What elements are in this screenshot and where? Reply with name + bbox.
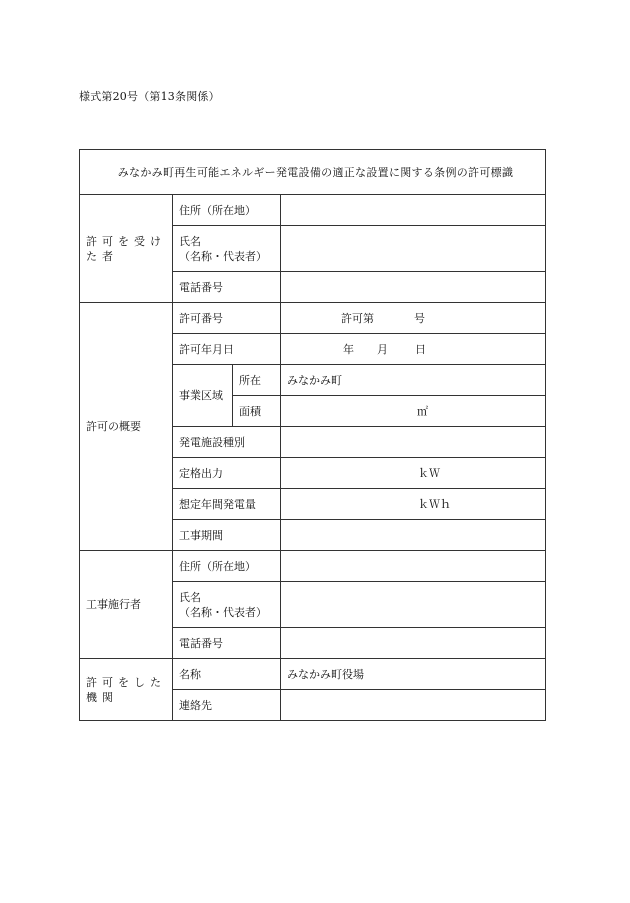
construction-period-label: 工事期間	[173, 520, 281, 551]
facility-type-value[interactable]	[281, 427, 546, 458]
date-day-unit: 日	[415, 343, 426, 356]
contractor-address-value[interactable]	[281, 551, 546, 582]
permittee-phone-label: 電話番号	[173, 272, 281, 303]
permittee-name-value[interactable]	[281, 226, 546, 272]
permittee-name-line1: 氏名	[179, 234, 201, 248]
permittee-section-label: 許可を受けた者	[80, 195, 173, 303]
contractor-name-value[interactable]	[281, 582, 546, 628]
business-area-label: 事業区域	[173, 365, 233, 427]
authority-section-label: 許可をした機関	[80, 659, 173, 721]
authority-name-value[interactable]: みなかみ町役場	[281, 659, 546, 690]
location-label: 所在	[233, 365, 281, 396]
permittee-address-label: 住所（所在地）	[173, 195, 281, 226]
permit-sign-table	[79, 149, 546, 721]
permittee-address-value[interactable]	[281, 195, 546, 226]
permit-date-label: 許可年月日	[173, 334, 281, 365]
permit-number-suffix: 号	[414, 312, 425, 325]
size-label: 面積	[233, 396, 281, 427]
permit-number-prefix: 許可第	[341, 312, 374, 325]
size-value[interactable]	[281, 396, 546, 427]
size-unit: ㎡	[417, 405, 428, 418]
contractor-name-line2: （名称・代表者）	[179, 605, 267, 619]
permit-date-value[interactable]	[281, 334, 546, 365]
rated-output-value[interactable]	[281, 458, 546, 489]
contractor-section-label: 工事施行者	[80, 551, 173, 659]
contractor-name-line1: 氏名	[179, 590, 201, 604]
facility-type-label: 発電施設種別	[173, 427, 281, 458]
permit-number-label: 許可番号	[173, 303, 281, 334]
permittee-phone-value[interactable]	[281, 272, 546, 303]
permittee-name-line2: （名称・代表者）	[179, 249, 267, 263]
date-year-unit: 年	[343, 343, 354, 356]
location-value[interactable]: みなかみ町	[281, 365, 546, 396]
authority-contact-label: 連絡先	[173, 690, 281, 721]
rated-output-label: 定格出力	[173, 458, 281, 489]
annual-generation-unit: ｋＷｈ	[418, 498, 451, 511]
permit-number-value[interactable]	[281, 303, 546, 334]
summary-section-label: 許可の概要	[80, 303, 173, 551]
contractor-phone-label: 電話番号	[173, 628, 281, 659]
authority-name-label: 名称	[173, 659, 281, 690]
authority-contact-value[interactable]	[281, 690, 546, 721]
date-month-unit: 月	[377, 343, 388, 356]
contractor-address-label: 住所（所在地）	[173, 551, 281, 582]
table-title: みなかみ町再生可能エネルギー発電設備の適正な設置に関する条例の許可標識	[80, 150, 546, 195]
permittee-name-label	[173, 226, 281, 272]
annual-generation-label: 想定年間発電量	[173, 489, 281, 520]
form-number: 様式第20号（第13条関係）	[79, 90, 220, 103]
annual-generation-value[interactable]	[281, 489, 546, 520]
rated-output-unit: ｋＷ	[418, 467, 440, 480]
contractor-name-label	[173, 582, 281, 628]
construction-period-value[interactable]	[281, 520, 546, 551]
contractor-phone-value[interactable]	[281, 628, 546, 659]
